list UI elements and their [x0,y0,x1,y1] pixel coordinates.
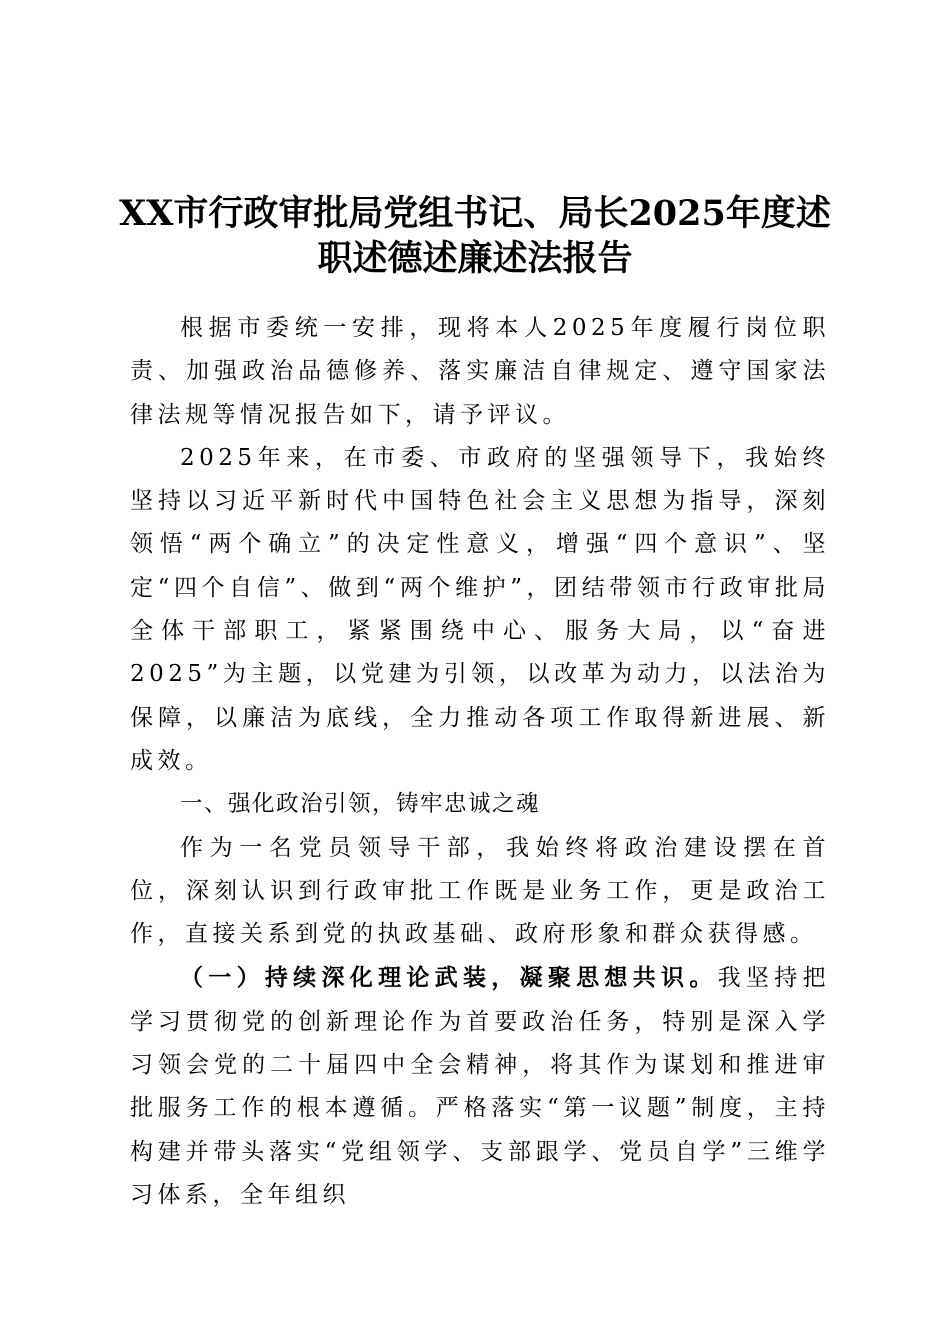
document-title [100,191,850,281]
section-1-intro-paragraph: 作为一名党员领导干部，我始终将政治建设摆在首位，深刻认识到行政审批工作既是业务工作，更是政治工作，直接关系到党的执政基础、政府形象和群众获得感。 [130,834,830,948]
title-line-1: XX市行政审批局党组书记、局长2025年度述 [119,193,831,235]
overview-paragraph: 2025年来，在市委、市政府的坚强领导下，我始终坚持以习近平新时代中国特色社会主义思想为指导，深刻领悟“两个确立”的决定性意义，增强“四个意识”、坚定“四个自信”、做到“两个维护”，团结带领市行政审批局全体干部职工，紧紧围绕中心、服务大局，以“奋进2025”为主题，以党建为引领，以改革为动力，以法治为保障，以廉洁为底线，全力推动各项工作取得新进展、新成效。 [130,444,830,774]
subsection-1-paragraph [130,956,830,1217]
subsection-1-lead: （一）持续深化理论武装，凝聚思想共识。 [180,964,718,992]
section-heading-1: 一、强化政治引领，铸牢忠诚之魂 [180,791,541,818]
subsection-1-text: 我坚持把学习贯彻党的创新理论作为首要政治任务，特别是深入学习领会党的二十届四中全会精神，将其作为谋划和推进审批服务工作的根本遵循。严格落实“第一议题”制度，主持构建并带头落实“党组领学、支部跟学、党员自学”三维学习体系，全年组织 [130,965,831,1208]
intro-paragraph: 根据市委统一安排，现将本人2025年度履行岗位职责、加强政治品德修养、落实廉洁自律规定、遵守国家法律法规等情况报告如下，请予评议。 [130,315,830,428]
document-body [130,307,830,1217]
title-line-2: 职述德述廉述法报告 [317,238,633,280]
